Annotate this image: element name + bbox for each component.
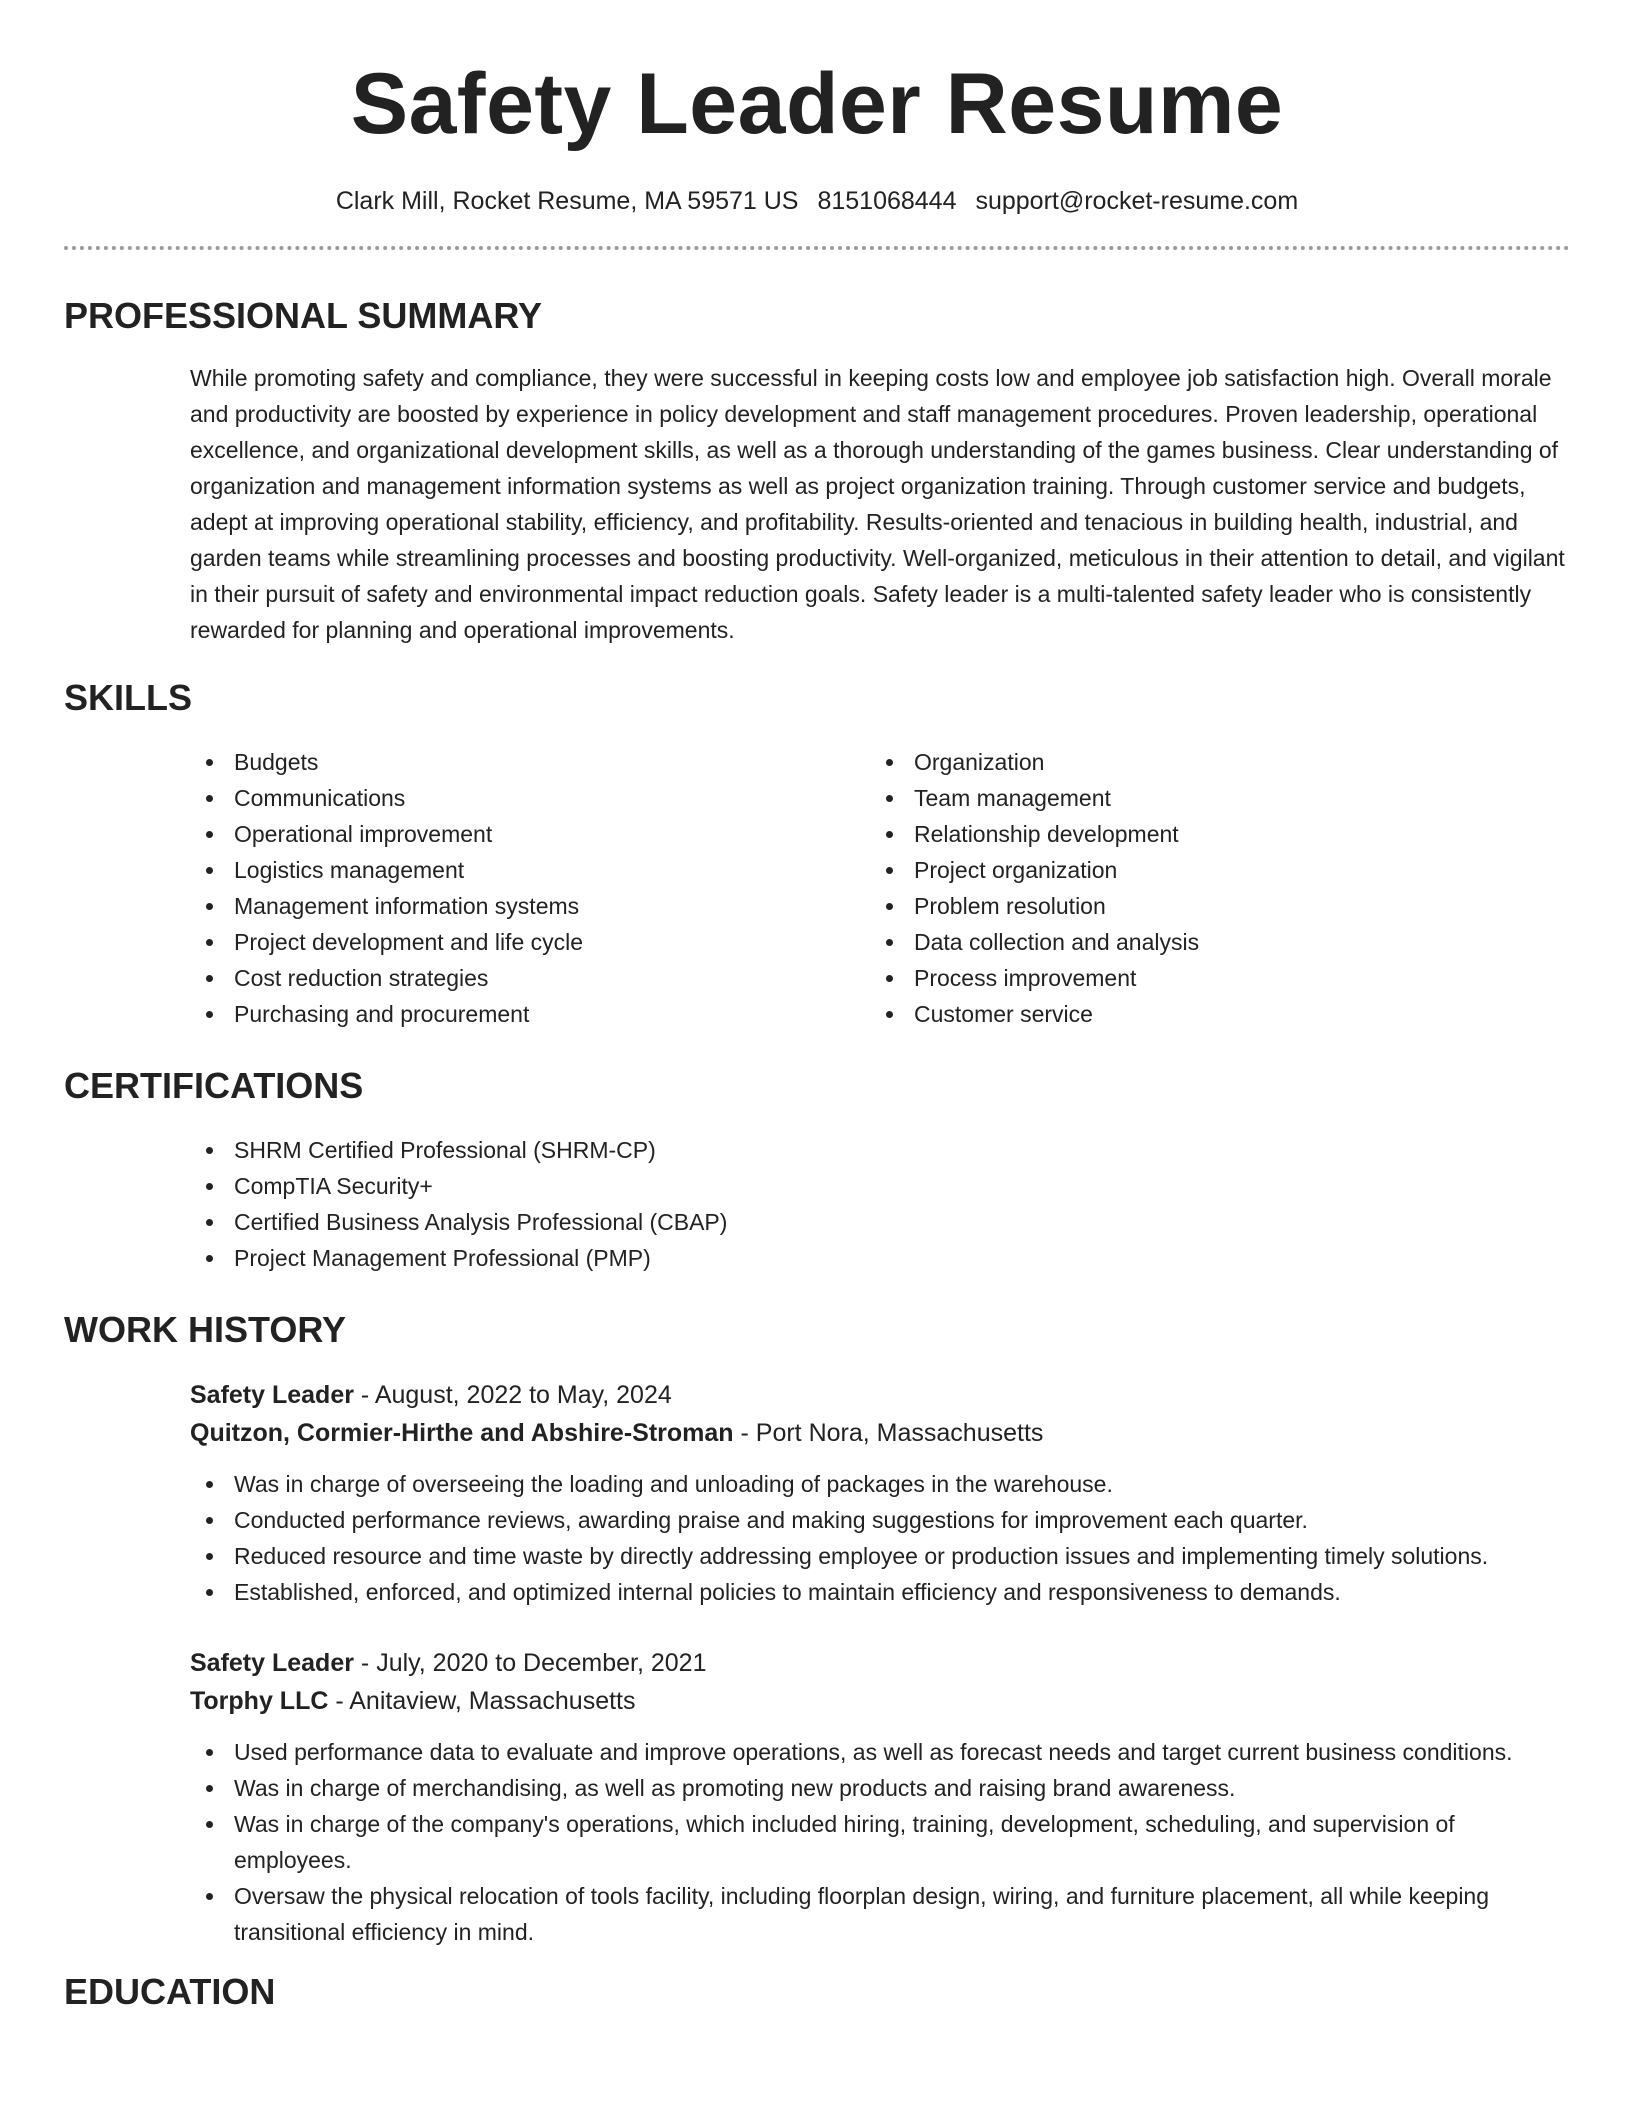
- job-bullet: Established, enforced, and optimized internal policies to maintain efficiency and responsiveness to demands.: [190, 1574, 1570, 1610]
- job-title-line: Safety Leader - July, 2020 to December, 2021: [190, 1649, 707, 1677]
- skill-item: Customer service: [870, 996, 1550, 1032]
- job-responsibilities: [190, 1466, 1570, 1610]
- skill-item: Logistics management: [190, 852, 870, 888]
- certifications-heading: CERTIFICATIONS: [64, 1065, 364, 1106]
- job-title: Safety Leader: [190, 1649, 354, 1677]
- skill-item: Relationship development: [870, 816, 1550, 852]
- contact-address: Clark Mill, Rocket Resume, MA 59571 US: [335, 187, 799, 215]
- skill-item: Problem resolution: [870, 888, 1550, 924]
- contact-phone: 8151068444: [817, 187, 957, 215]
- skill-item: Project organization: [870, 852, 1550, 888]
- job-company: Quitzon, Cormier-Hirthe and Abshire-Stroman: [190, 1419, 734, 1447]
- job-bullet: Reduced resource and time waste by directly addressing employee or production issues and implementing timely solutions.: [190, 1538, 1570, 1574]
- job-company-line: Quitzon, Cormier-Hirthe and Abshire-Stroman - Port Nora, Massachusetts: [190, 1419, 1044, 1447]
- skill-item: Budgets: [190, 744, 870, 780]
- skill-item: Communications: [190, 780, 870, 816]
- certification-item: CompTIA Security+: [190, 1168, 1570, 1204]
- job-bullet: Was in charge of overseeing the loading and unloading of packages in the warehouse.: [190, 1466, 1570, 1502]
- skill-item: Management information systems: [190, 888, 870, 924]
- skill-item: Data collection and analysis: [870, 924, 1550, 960]
- summary-text: While promoting safety and compliance, they were successful in keeping costs low and employee job satisfaction high. Overall morale and productivity are boosted by experience in policy development and staff management procedures. Proven leadership, operational excellence, and organizational development skills, as well as a thorough understanding of the games business. Clear understanding of organization and management information systems as well as project organization training. Through customer service and budgets, adept at improving operational stability, efficiency, and profitability. Results-oriented and tenacious in building health, industrial, and garden teams while streamlining processes and boosting productivity. Well-organized, meticulous in their attention to detail, and vigilant in their pursuit of safety and environmental impact reduction goals. Safety leader is a multi-talented safety leader who is consistently rewarded for planning and operational improvements.: [190, 365, 1565, 643]
- job-bullet: Used performance data to evaluate and improve operations, as well as forecast needs and target current business conditions.: [190, 1734, 1570, 1770]
- resume-page: [64, 0, 1570, 2112]
- certification-item: SHRM Certified Professional (SHRM-CP): [190, 1132, 1570, 1168]
- skill-item: Purchasing and procurement: [190, 996, 870, 1032]
- job-title: Safety Leader: [190, 1381, 354, 1409]
- job-entry: [190, 1376, 1570, 1610]
- job-location: Anitaview, Massachusetts: [349, 1687, 636, 1715]
- skill-item: Project development and life cycle: [190, 924, 870, 960]
- job-dates: August, 2022 to May, 2024: [374, 1381, 672, 1409]
- certifications-list: [190, 1132, 1570, 1276]
- skill-item: Process improvement: [870, 960, 1550, 996]
- skills-grid: [190, 744, 1570, 1032]
- skills-left-column: [190, 744, 870, 1032]
- contact-email: support@rocket-resume.com: [975, 187, 1299, 215]
- job-bullet: Conducted performance reviews, awarding praise and making suggestions for improvement each quarter.: [190, 1502, 1570, 1538]
- work-history-heading: WORK HISTORY: [64, 1309, 347, 1350]
- job-bullet: Oversaw the physical relocation of tools facility, including floorplan design, wiring, and furniture placement, all while keeping transitional efficiency in mind.: [190, 1878, 1570, 1950]
- job-title-line: Safety Leader - August, 2022 to May, 2024: [190, 1381, 672, 1409]
- skill-item: Organization: [870, 744, 1550, 780]
- job-company: Torphy LLC: [190, 1687, 329, 1715]
- job-location: Port Nora, Massachusetts: [755, 1419, 1044, 1447]
- skills-heading: SKILLS: [64, 677, 193, 718]
- summary-heading: PROFESSIONAL SUMMARY: [64, 295, 543, 336]
- contact-line: [64, 186, 1570, 216]
- job-bullet: Was in charge of the company's operations, which included hiring, training, development, scheduling, and supervision of employees.: [190, 1806, 1570, 1878]
- skill-item: Cost reduction strategies: [190, 960, 870, 996]
- skill-item: Team management: [870, 780, 1550, 816]
- education-heading: EDUCATION: [64, 1971, 276, 2012]
- job-entry: [190, 1644, 1570, 1950]
- skills-right-column: [870, 744, 1550, 1032]
- job-company-line: Torphy LLC - Anitaview, Massachusetts: [190, 1687, 636, 1715]
- skill-item: Operational improvement: [190, 816, 870, 852]
- resume-title: Safety Leader Resume: [350, 56, 1284, 152]
- certification-item: Project Management Professional (PMP): [190, 1240, 1570, 1276]
- job-dates: July, 2020 to December, 2021: [376, 1649, 707, 1677]
- certification-item: Certified Business Analysis Professional (CBAP): [190, 1204, 1570, 1240]
- job-responsibilities: [190, 1734, 1570, 1950]
- job-bullet: Was in charge of merchandising, as well as promoting new products and raising brand awareness.: [190, 1770, 1570, 1806]
- header-divider: [64, 246, 1570, 250]
